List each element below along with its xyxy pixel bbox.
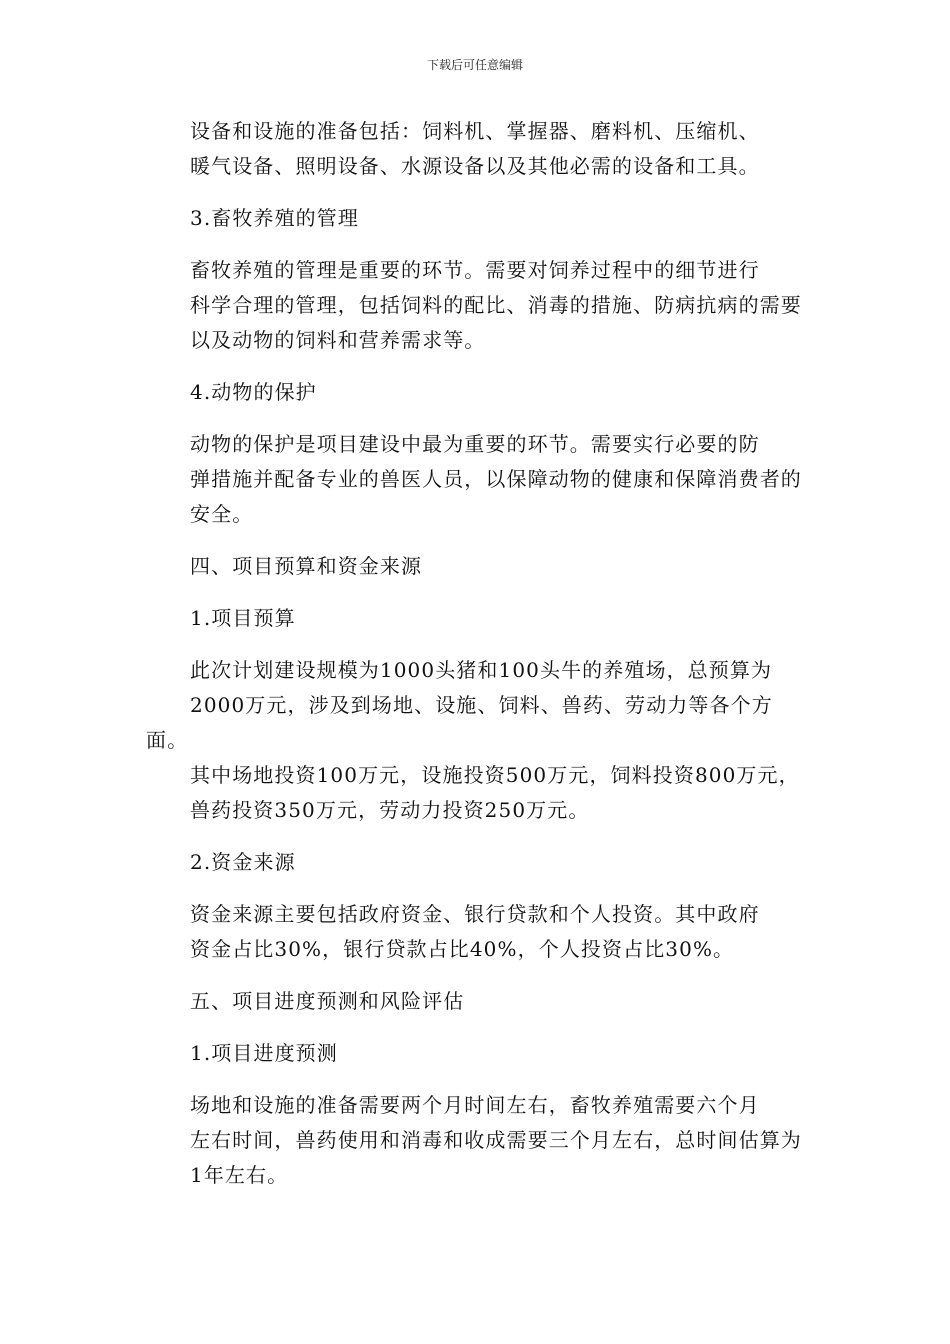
- document-body: [146, 114, 806, 1210]
- text-line: 左右时间，兽药使用和消毒和收成需要三个月左右，总时间估算为: [190, 1128, 802, 1152]
- section-heading-3: [146, 201, 806, 236]
- text-line: 资金占比30%，银行贷款占比40%，个人投资占比30%。: [190, 937, 735, 961]
- paragraph-equipment: [146, 114, 806, 184]
- paragraph-budget: [146, 653, 806, 828]
- heading-text: 四、项目预算和资金来源: [190, 554, 423, 578]
- heading-text: 2.资金来源: [190, 850, 296, 874]
- text-line: 以及动物的饲料和营养需求等。: [190, 328, 486, 352]
- text-line: 暖气设备、照明设备、水源设备以及其他必需的设备和工具。: [190, 154, 760, 178]
- text-line: 科学合理的管理，包括饲料的配比、消毒的措施、防病抗病的需要: [190, 293, 802, 317]
- text-line: 场地和设施的准备需要两个月时间左右，畜牧养殖需要六个月: [190, 1093, 760, 1117]
- text-line: 其中场地投资100万元，设施投资500万元，饲料投资800万元，: [190, 763, 800, 787]
- text-line: 1年左右。: [190, 1163, 289, 1187]
- text-line: 2000万元，涉及到场地、设施、饲料、兽药、劳动力等各个方面。: [146, 693, 773, 752]
- page-header: 下载后可任意编辑: [426, 58, 523, 72]
- text-line: 兽药投资350万元，劳动力投资250万元。: [190, 798, 590, 822]
- section-heading-schedule: [146, 1036, 806, 1071]
- heading-text: 4.动物的保护: [190, 380, 317, 404]
- paragraph-schedule: [146, 1088, 806, 1193]
- chapter-heading-5: [146, 984, 806, 1019]
- text-line: 设备和设施的准备包括：饲料机、掌握器、磨料机、压缩机、: [190, 119, 760, 143]
- section-heading-funding: [146, 845, 806, 880]
- text-line: 资金来源主要包括政府资金、银行贷款和个人投资。其中政府: [190, 902, 760, 926]
- paragraph-management: [146, 253, 806, 358]
- heading-text: 五、项目进度预测和风险评估: [190, 989, 465, 1013]
- paragraph-protection: [146, 427, 806, 532]
- heading-text: 1.项目进度预测: [190, 1041, 338, 1065]
- section-heading-budget: [146, 601, 806, 636]
- text-line: 弹措施并配备专业的兽医人员，以保障动物的健康和保障消费者的: [190, 467, 802, 491]
- text-line: 此次计划建设规模为1000头猪和100头牛的养殖场，总预算为: [190, 658, 773, 682]
- heading-text: 3.畜牧养殖的管理: [190, 206, 359, 230]
- text-line: 畜牧养殖的管理是重要的环节。需要对饲养过程中的细节进行: [190, 258, 760, 282]
- paragraph-funding: [146, 897, 806, 967]
- chapter-heading-4: [146, 549, 806, 584]
- section-heading-4: [146, 375, 806, 410]
- text-line: 安全。: [190, 502, 254, 526]
- heading-text: 1.项目预算: [190, 606, 296, 630]
- text-line: 动物的保护是项目建设中最为重要的环节。需要实行必要的防: [190, 432, 760, 456]
